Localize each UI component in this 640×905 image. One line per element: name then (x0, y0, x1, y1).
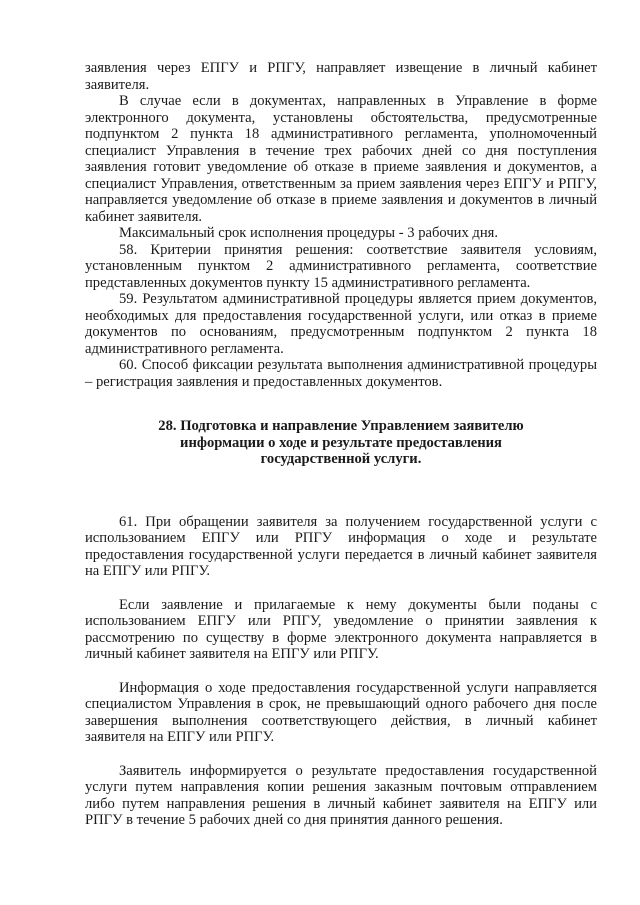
paragraph-result-info: Заявитель информируется о результате предоставления государственной услуги путем направления копии решения заказным почтовым отправлением либо путем направления решения в личный кабинет заявителя на ЕПГУ или РПГУ в течение 5 рабочих дней со дня принятия данного решения. (85, 762, 597, 828)
paragraph-refusal-notice: В случае если в документах, направленных в Управление в форме электронного документа, установлены обстоятельства, предусмотренные подпунктом 2 пункта 18 административного регламента, уполномоченный специалист Управления в течение трех рабочих дней со дня поступления заявления готовит уведомление об отказе в приеме заявления и документов, а специалист Управления, ответственным за прием заявления через ЕПГУ и РПГУ, направляется уведомление об отказе в приеме заявления и документов в личный кабинет заявителя. (85, 93, 597, 225)
paragraph-max-term: Максимальный срок исполнения процедуры - 3 рабочих дня. (119, 225, 499, 241)
paragraph-acceptance-notice: Если заявление и прилагаемые к нему документы были поданы с использованием ЕПГУ или РПГУ, уведомление о принятии заявления к рассмотрению по существу в форме электронного документа направляется в личный кабинет заявителя на ЕПГУ или РПГУ. (85, 596, 597, 662)
paragraph-58: 58. Критерии принятия решения: соответствие заявителя условиям, установленным пунктом 2 административного регламента, соответствие представленных документов пункту 15 административного регламента. (85, 241, 597, 291)
document-page (85, 60, 597, 829)
section-heading: 28. Подготовка и направление Управлением заявителю информации о ходе и результате предоставления государственной услуги. (158, 418, 524, 467)
paragraph-continuation: заявления через ЕПГУ и РПГУ, направляет извещение в личный кабинет заявителя. (85, 60, 597, 93)
paragraph-61: 61. При обращении заявителя за получением государственной услуги с использованием ЕПГУ или РПГУ информация о ходе и результате предоставления государственной услуги передается в личный кабинет заявителя на ЕПГУ или РПГУ. (85, 513, 597, 579)
paragraph-60: 60. Способ фиксации результата выполнения административной процедуры – регистрация заявления и предоставленных документов. (85, 357, 597, 390)
paragraph-59: 59. Результатом административной процедуры является прием документов, необходимых для предоставления государственной услуги, или отказ в приеме документов по основаниям, предусмотренным подпунктом 2 пункта 18 административного регламента. (85, 291, 597, 357)
paragraph-progress-info: Информация о ходе предоставления государственной услуги направляется специалистом Управления в срок, не превышающий одного рабочего дня после завершения выполнения соответствующего действия, в личный кабинет заявителя на ЕПГУ или РПГУ. (85, 679, 597, 745)
